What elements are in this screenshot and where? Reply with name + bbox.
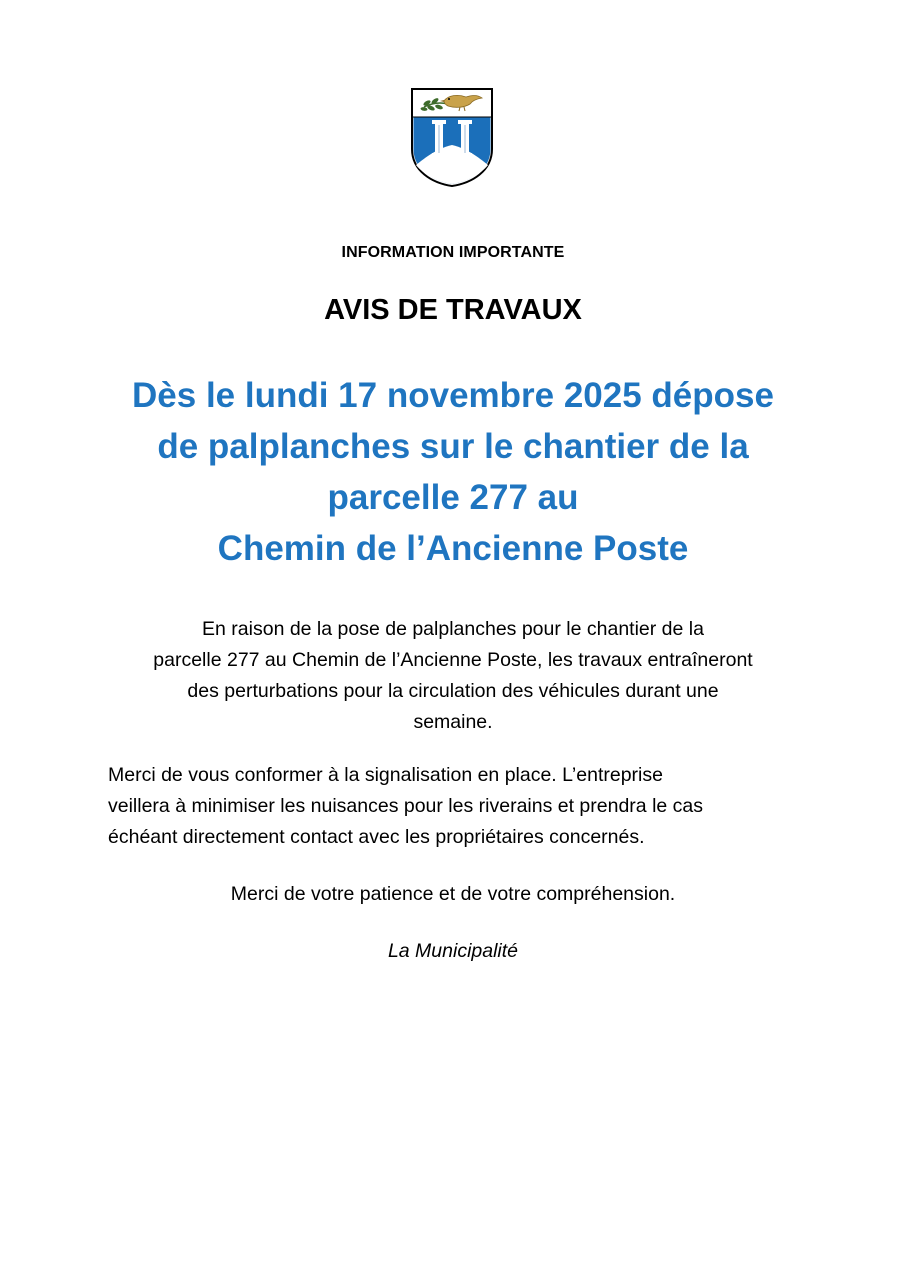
headline-line: parcelle 277 au [327,478,579,517]
municipal-coat-of-arms-icon [410,87,494,187]
signature: La Municipalité [387,940,519,962]
paragraph-line: des perturbations pour la circulation des véhicules durant une [187,680,719,702]
notice-title: AVIS DE TRAVAUX [324,294,582,326]
notice-headline [60,370,846,574]
closing-line: Merci de votre patience et de votre compréhension. [230,883,676,905]
paragraph-works-description [60,614,846,738]
headline-line: Dès le lundi 17 novembre 2025 dépose [132,376,774,415]
paragraph-line: Merci de vous conformer à la signalisation en place. L’entreprise [108,764,663,786]
paragraph-line: parcelle 277 au Chemin de l’Ancienne Poste, les travaux entraîneront [153,649,753,671]
closing-thanks [0,879,906,910]
notice-kicker: INFORMATION IMPORTANTE [341,244,565,261]
headline-line: Chemin de l’Ancienne Poste [217,529,689,568]
paragraph-line: échéant directement contact avec les propriétaires concernés. [108,826,645,848]
headline-line: de palplanches sur le chantier de la [157,427,749,466]
paragraph-signage-instructions [108,760,846,853]
paragraph-line: En raison de la pose de palplanches pour le chantier de la [202,618,704,640]
paragraph-line: semaine. [413,711,493,733]
paragraph-line: veillera à minimiser les nuisances pour les riverains et prendra le cas [108,795,704,817]
